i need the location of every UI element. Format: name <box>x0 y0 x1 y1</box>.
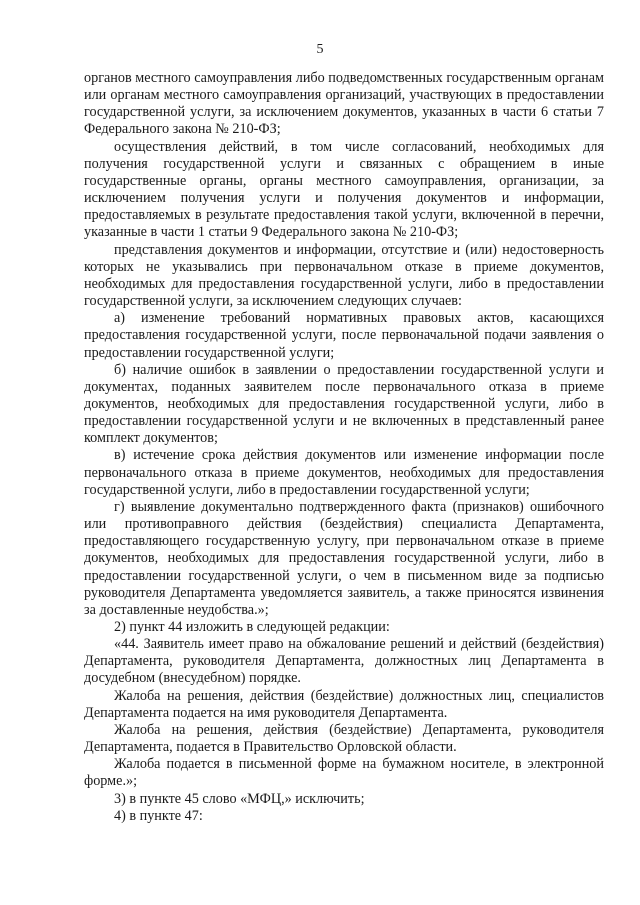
paragraph: а) изменение требований нормативных правовых актов, касающихся предоставления государственной услуги, после первоначальной подачи заявления о предоставлении государственной услуги; <box>84 310 604 361</box>
paragraph: 2) пункт 44 изложить в следующей редакции: <box>114 619 390 635</box>
page-number: 5 <box>316 42 324 57</box>
paragraph: в) истечение срока действия документов или изменение информации после первоначального отказа в приеме документов, необходимых для предоставления государственной услуги, либо в предоставлении государственной услуги; <box>84 447 604 498</box>
paragraph: 3) в пункте 45 слово «МФЦ,» исключить; <box>114 790 365 807</box>
paragraph: б) наличие ошибок в заявлении о предоставлении государственной услуги и документах, поданных заявителем после первоначального отказа в приеме документов, необходимых для предоставления государственной услуги, либо в предоставлении государственной услуги и не включенных в представленный ранее комплект документов; <box>84 361 604 447</box>
paragraph: Жалоба на решения, действия (бездействие) должностных лиц, специалистов Департамента подается на имя руководителя Департамента. <box>84 687 604 721</box>
document-body <box>84 70 604 825</box>
paragraph: 4) в пункте 47: <box>114 807 203 824</box>
paragraph: представления документов и информации, отсутствие и (или) недостоверность которых не указывались при первоначальном отказе в приеме документов, необходимых для предоставления государственной услуги, либо в предоставлении государственной услуги, за исключением следующих случаев: <box>84 241 604 310</box>
paragraph: Жалоба подается в письменной форме на бумажном носителе, в электронной форме.»; <box>84 756 604 790</box>
paragraph: «44. Заявитель имеет право на обжалование решений и действий (бездействия) Департамента, руководителя Департамента, должностных лиц Департамента в досудебном (внесудебном) порядке. <box>84 636 604 687</box>
paragraph: осуществления действий, в том числе согласований, необходимых для получения государственной услуги и связанных с обращением в иные государственные органы, органы местного самоуправления, организации, за исключением получения услуги и получения документов и информации, предоставляемых в результате предоставления такой услуги, включенной в перечни, указанные в части 1 статьи 9 Федерального закона № 210-ФЗ; <box>84 138 604 241</box>
paragraph: Жалоба на решения, действия (бездействие) Департамента, руководителя Департамента, подается в Правительство Орловской области. <box>84 721 604 756</box>
paragraph: органов местного самоуправления либо подведомственных государственным органам или органам местного самоуправления организаций, участвующих в предоставлении государственной услуги, за исключением документов, указанных в части 6 статьи 7 Федерального закона № 210-ФЗ; <box>84 70 604 138</box>
paragraph: г) выявление документально подтвержденного факта (признаков) ошибочного или противоправного действия (бездействия) специалиста Департамента, предоставляющего государственную услугу, при первоначальном отказе в приеме документов, необходимых для предоставления государственной услуги, либо в предоставлении государственной услуги, о чем в письменном виде за подписью руководителя Департамента уведомляется заявитель, а также приносятся извинения за доставленные неудобства.»; <box>84 498 604 618</box>
